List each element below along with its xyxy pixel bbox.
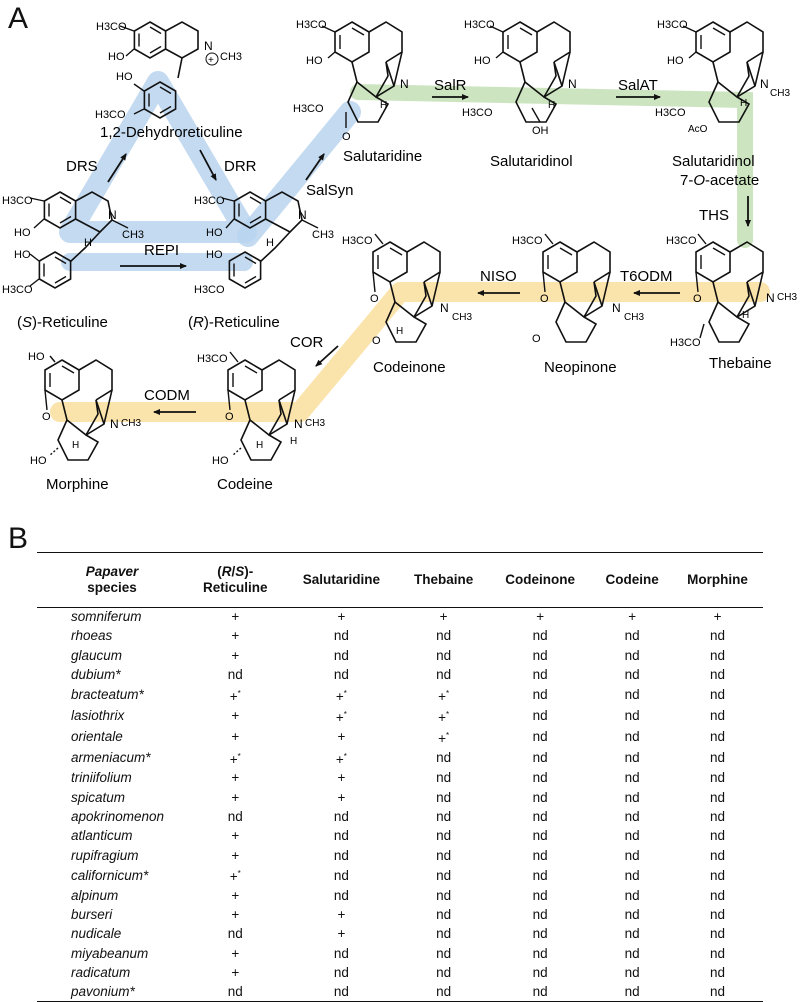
header-ret-e: )-: [244, 564, 254, 579]
species-cell: somniferum: [71, 609, 142, 625]
value-cell: nd: [436, 867, 452, 883]
value-cell: nd: [624, 647, 640, 663]
value-cell: nd: [710, 847, 726, 863]
value-cell: nd: [532, 708, 548, 724]
value-cell: nd: [710, 965, 726, 980]
species-cell: lasiothrix: [71, 708, 125, 724]
value-cell: nd: [624, 847, 640, 863]
thebaine-och3-label: H3CO: [666, 235, 697, 247]
value-cell: nd: [333, 945, 349, 961]
value-cell: nd: [624, 984, 640, 1000]
header-ret-b: R: [221, 564, 232, 579]
table-row: [37, 665, 763, 684]
value-cell: nd: [436, 770, 452, 786]
value-cell: nd: [624, 750, 640, 766]
morphine-ho2-label: HO: [30, 455, 47, 467]
morphine-o-label: O: [42, 411, 51, 423]
value-cell: nd: [624, 867, 640, 883]
acetate-aco-label: AcO: [688, 124, 708, 135]
table-body: [37, 608, 763, 1002]
value-cell: nd: [333, 887, 349, 903]
value-cell: +: [536, 609, 545, 625]
r-ret-h-label: H: [266, 237, 274, 249]
value-cell: +: [231, 907, 240, 923]
neopinone-ch3-label: CH3: [624, 312, 645, 323]
value-cell: +*: [335, 709, 347, 725]
salutaridinol-h-label: H: [548, 100, 556, 111]
salutaridine-name: Salutaridine: [343, 148, 423, 165]
codeinone-n-label: N: [440, 301, 449, 315]
value-cell: +: [231, 945, 240, 961]
enzyme-repi: REPI: [144, 242, 180, 259]
value-cell: nd: [710, 907, 726, 923]
neopinone-och3-label: H3CO: [512, 235, 543, 247]
table-row: [37, 827, 763, 846]
value-cell: nd: [624, 628, 640, 644]
s-ret-h-label: H: [84, 237, 92, 249]
value-cell: nd: [624, 828, 640, 844]
species-cell: pavonium*: [71, 984, 135, 1000]
panel-a-label: A: [8, 2, 29, 35]
value-cell: nd: [710, 867, 726, 883]
value-cell: nd: [710, 628, 726, 644]
value-cell: nd: [710, 729, 726, 745]
value-cell: +: [337, 789, 346, 805]
species-cell: bracteatum*: [71, 687, 144, 703]
value-cell: nd: [333, 867, 349, 883]
header-ret-word: Reticuline: [203, 580, 268, 595]
table-row: [37, 627, 763, 646]
value-cell: nd: [436, 647, 452, 663]
codeinone-och3-label: H3CO: [342, 235, 373, 247]
acetate-h-label: H: [740, 98, 748, 109]
value-cell: nd: [436, 984, 452, 1000]
dehydro-n-label: N: [204, 39, 213, 53]
value-cell: nd: [710, 808, 726, 824]
value-cell: nd: [436, 789, 452, 805]
value-cell: nd: [532, 887, 548, 903]
r-reticuline-name: (R)-Reticuline: [188, 314, 280, 331]
value-cell: +: [628, 609, 637, 625]
codeinone-ch3-label: CH3: [452, 312, 473, 323]
table-row: [37, 727, 763, 748]
morphine-ch3-label: CH3: [121, 418, 142, 429]
codeine-n-label: N: [294, 417, 303, 431]
header-col: Thebaine: [413, 572, 474, 587]
r-ret-oh2-label: HO: [206, 249, 223, 261]
thebaine-och3b-label: H3CO: [670, 337, 701, 349]
alkaloid-table: [37, 552, 763, 1002]
value-cell: nd: [532, 808, 548, 824]
species-cell: nudicale: [71, 926, 122, 942]
table-row: [37, 886, 763, 905]
value-cell: nd: [227, 808, 243, 824]
morphine-h-label: H: [72, 440, 80, 451]
s-ret-oh-label: HO: [14, 227, 31, 239]
value-cell: nd: [532, 687, 548, 703]
codeinone-o2-label: O: [372, 335, 381, 347]
value-cell: +*: [229, 869, 241, 885]
thebaine-ch3-label: CH3: [777, 292, 798, 303]
value-cell: nd: [710, 984, 726, 1000]
codeinone-name: Codeinone: [373, 359, 446, 376]
table-row: [37, 963, 763, 982]
table-row: [37, 788, 763, 807]
salutaridine-oh-label: HO: [306, 55, 323, 67]
acetate-ch3-label: CH3: [770, 88, 791, 99]
table-row: [37, 905, 763, 924]
value-cell: nd: [532, 945, 548, 961]
codeine-name: Codeine: [217, 476, 273, 493]
species-cell: radicatum: [71, 965, 131, 980]
value-cell: +*: [335, 688, 347, 704]
value-cell: nd: [436, 926, 452, 942]
value-cell: +: [337, 609, 346, 625]
neopinone-o2-label: O: [532, 333, 541, 345]
s-ret-och3b-label: H3CO: [2, 284, 33, 296]
enzyme-salr: SalR: [434, 77, 467, 94]
header-col: Codeinone: [505, 572, 575, 587]
value-cell: nd: [532, 828, 548, 844]
enzyme-salsyn: SalSyn: [306, 182, 354, 199]
species-cell: orientale: [71, 729, 123, 745]
salutaridine-och3-label: H3CO: [296, 19, 327, 31]
header-ret-a: (: [217, 564, 222, 579]
r-ret-n-label: N: [298, 208, 307, 222]
value-cell: nd: [436, 808, 452, 824]
value-cell: nd: [624, 708, 640, 724]
enzyme-t6odm: T6ODM: [620, 268, 673, 285]
value-cell: +: [231, 647, 240, 663]
value-cell: nd: [436, 828, 452, 844]
value-cell: nd: [532, 667, 548, 683]
value-cell: nd: [710, 770, 726, 786]
dehydro-och3b-label: H3CO: [95, 109, 126, 121]
salutaridinol-oh2-label: OH: [532, 125, 549, 137]
dehydro-oh2-label: HO: [116, 71, 133, 83]
value-cell: nd: [436, 907, 452, 923]
value-cell: +: [231, 789, 240, 805]
value-cell: nd: [710, 887, 726, 903]
value-cell: nd: [624, 945, 640, 961]
enzyme-ths: THS: [699, 207, 729, 224]
value-cell: +: [337, 729, 346, 745]
enzyme-cor: COR: [290, 334, 324, 351]
species-cell: apokrinomenon: [71, 808, 165, 824]
value-cell: nd: [333, 628, 349, 644]
value-cell: nd: [227, 667, 243, 683]
value-cell: nd: [532, 907, 548, 923]
salutaridinol-acetate-structure: [655, 19, 790, 135]
header-col: Codeine: [605, 572, 659, 587]
value-cell: +: [337, 926, 346, 942]
enzyme-drr: DRR: [224, 158, 257, 175]
table-row: [37, 608, 763, 627]
s-ret-oh2-label: HO: [14, 249, 31, 261]
enzyme-codm: CODM: [144, 387, 190, 404]
dehydro-plus-label: +: [208, 55, 214, 66]
value-cell: nd: [532, 867, 548, 883]
value-cell: nd: [624, 729, 640, 745]
enzyme-salat: SalAT: [618, 77, 658, 94]
value-cell: nd: [333, 828, 349, 844]
value-cell: nd: [710, 945, 726, 961]
value-cell: nd: [710, 750, 726, 766]
codeinone-h-label: H: [396, 326, 404, 337]
value-cell: nd: [710, 828, 726, 844]
species-cell: burseri: [71, 907, 113, 923]
species-cell: rhoeas: [71, 628, 113, 644]
table-row: [37, 944, 763, 963]
value-cell: nd: [624, 887, 640, 903]
value-cell: nd: [436, 965, 452, 980]
value-cell: +: [231, 609, 240, 625]
acetate-och3b-label: H3CO: [655, 107, 686, 119]
codeine-ho-label: HO: [212, 455, 229, 467]
value-cell: nd: [624, 808, 640, 824]
value-cell: +*: [438, 688, 450, 704]
header-species: [37, 553, 187, 608]
acetate-oh-label: HO: [667, 55, 684, 67]
value-cell: nd: [532, 847, 548, 863]
neopinone-n-label: N: [612, 301, 621, 315]
value-cell: +: [337, 907, 346, 923]
codeine-o-label: O: [225, 411, 234, 423]
codeine-och3-label: H3CO: [197, 353, 228, 365]
species-cell: rupifragium: [71, 847, 139, 863]
value-cell: nd: [710, 708, 726, 724]
value-cell: nd: [710, 687, 726, 703]
table-row: [37, 769, 763, 788]
salutaridine-o-label: O: [342, 131, 351, 143]
dehydro-och3-label: H3CO: [96, 21, 127, 33]
header-ret-c: /: [231, 564, 236, 579]
table-row: [37, 706, 763, 727]
salutaridine-n-label: N: [400, 77, 409, 91]
salutaridinol-structure: [462, 19, 577, 137]
enzyme-niso: NISO: [480, 268, 517, 285]
value-cell: +*: [438, 730, 450, 746]
table-row: [37, 925, 763, 944]
s-ret-ch3-label: CH3: [122, 229, 145, 241]
value-cell: nd: [333, 808, 349, 824]
value-cell: nd: [532, 647, 548, 663]
acetate-och3-label: H3CO: [657, 19, 688, 31]
r-ret-och3-label: H3CO: [194, 195, 225, 207]
species-cell: triniifolium: [71, 770, 132, 786]
value-cell: +*: [229, 751, 241, 767]
value-cell: nd: [436, 667, 452, 683]
value-cell: nd: [333, 847, 349, 863]
salutaridinol-name: Salutaridinol: [490, 153, 573, 170]
value-cell: +: [231, 965, 240, 980]
value-cell: nd: [436, 887, 452, 903]
salutaridine-h-label: H: [380, 100, 388, 111]
value-cell: nd: [532, 750, 548, 766]
table-row: [37, 807, 763, 826]
neopinone-name: Neopinone: [544, 359, 617, 376]
table-row: [37, 685, 763, 706]
table-row: [37, 865, 763, 886]
dehydroreticuline-name: 1,2-Dehydroreticuline: [100, 124, 243, 141]
header-ret-d: S: [235, 564, 245, 579]
value-cell: nd: [532, 984, 548, 1000]
enzyme-drs: DRS: [66, 158, 98, 175]
value-cell: nd: [532, 965, 548, 980]
morphine-ho-label: HO: [28, 351, 45, 363]
value-cell: nd: [710, 926, 726, 942]
value-cell: +: [439, 609, 448, 625]
s-reticuline-name: (S)-Reticuline: [17, 314, 108, 331]
value-cell: nd: [624, 965, 640, 980]
salutaridinol-acetate-name-2: 7-O-acetate: [680, 172, 760, 189]
species-cell: spicatum: [71, 789, 126, 805]
salutaridinol-och3b-label: H3CO: [462, 107, 493, 119]
value-cell: nd: [333, 647, 349, 663]
value-cell: nd: [624, 789, 640, 805]
value-cell: +: [231, 828, 240, 844]
value-cell: +: [337, 770, 346, 786]
value-cell: nd: [532, 628, 548, 644]
value-cell: nd: [532, 770, 548, 786]
codeine-h2-label: H: [290, 436, 298, 447]
table-header-row: [37, 553, 763, 608]
dehydro-ch3-label: CH3: [220, 51, 243, 63]
value-cell: nd: [436, 628, 452, 644]
value-cell: +: [231, 708, 240, 724]
value-cell: nd: [710, 647, 726, 663]
thebaine-h-label: H: [742, 310, 750, 321]
thebaine-n-label: N: [766, 291, 775, 305]
species-cell: glaucum: [71, 647, 123, 663]
salutaridinol-och3-label: H3CO: [464, 19, 495, 31]
value-cell: nd: [710, 667, 726, 683]
species-cell: miyabeanum: [71, 945, 149, 961]
header-col: Salutaridine: [302, 572, 381, 587]
header-reticuline: [187, 553, 284, 608]
header-species-genus: Papaver: [85, 564, 139, 579]
salutaridinol-acetate-name-1: Salutaridinol: [672, 153, 755, 170]
neopinone-o-label: O: [540, 293, 549, 305]
value-cell: +: [231, 628, 240, 644]
value-cell: nd: [227, 926, 243, 942]
value-cell: +: [713, 609, 722, 625]
value-cell: nd: [333, 667, 349, 683]
r-ret-ch3-label: CH3: [312, 229, 335, 241]
salutaridinol-n-label: N: [568, 77, 577, 91]
value-cell: +*: [229, 688, 241, 704]
value-cell: nd: [436, 945, 452, 961]
value-cell: nd: [624, 770, 640, 786]
value-cell: +: [231, 847, 240, 863]
header-species-word: species: [87, 580, 137, 595]
value-cell: nd: [624, 667, 640, 683]
morphine-name: Morphine: [46, 476, 109, 493]
species-cell: californicum*: [71, 867, 149, 883]
codeine-ch3-label: CH3: [305, 418, 326, 429]
value-cell: nd: [227, 984, 243, 1000]
s-ret-och3-label: H3CO: [2, 195, 33, 207]
species-cell: alpinum: [71, 887, 119, 903]
value-cell: nd: [532, 926, 548, 942]
dehydro-oh-label: HO: [108, 51, 125, 63]
acetate-n-label: N: [760, 77, 769, 91]
codeinone-o-label: O: [370, 293, 379, 305]
value-cell: +: [231, 729, 240, 745]
morphine-n-label: N: [110, 417, 119, 431]
r-ret-och3b-label: H3CO: [194, 284, 225, 296]
value-cell: nd: [333, 965, 349, 980]
value-cell: nd: [436, 750, 452, 766]
thebaine-o-label: O: [693, 293, 702, 305]
value-cell: nd: [333, 984, 349, 1000]
value-cell: +: [231, 887, 240, 903]
value-cell: nd: [624, 926, 640, 942]
value-cell: nd: [624, 907, 640, 923]
value-cell: +*: [335, 751, 347, 767]
value-cell: nd: [532, 729, 548, 745]
salutaridine-och3b-label: H3CO: [293, 103, 324, 115]
table-row: [37, 748, 763, 769]
value-cell: +*: [438, 709, 450, 725]
species-cell: armeniacum*: [71, 750, 151, 766]
value-cell: nd: [532, 789, 548, 805]
species-cell: dubium*: [71, 667, 121, 683]
table-row: [37, 846, 763, 865]
value-cell: nd: [624, 687, 640, 703]
header-col: Morphine: [687, 572, 748, 587]
table-row: [37, 646, 763, 665]
value-cell: nd: [436, 847, 452, 863]
salutaridinol-oh-label: HO: [474, 55, 491, 67]
s-ret-n-label: N: [108, 208, 117, 222]
panel-b-label: B: [8, 522, 29, 555]
codeine-h-label: H: [256, 440, 264, 451]
table-row: [37, 983, 763, 1002]
species-cell: atlanticum: [71, 828, 133, 844]
thebaine-name: Thebaine: [709, 355, 772, 372]
value-cell: nd: [710, 789, 726, 805]
r-ret-oh-label: HO: [206, 227, 223, 239]
value-cell: +: [231, 770, 240, 786]
